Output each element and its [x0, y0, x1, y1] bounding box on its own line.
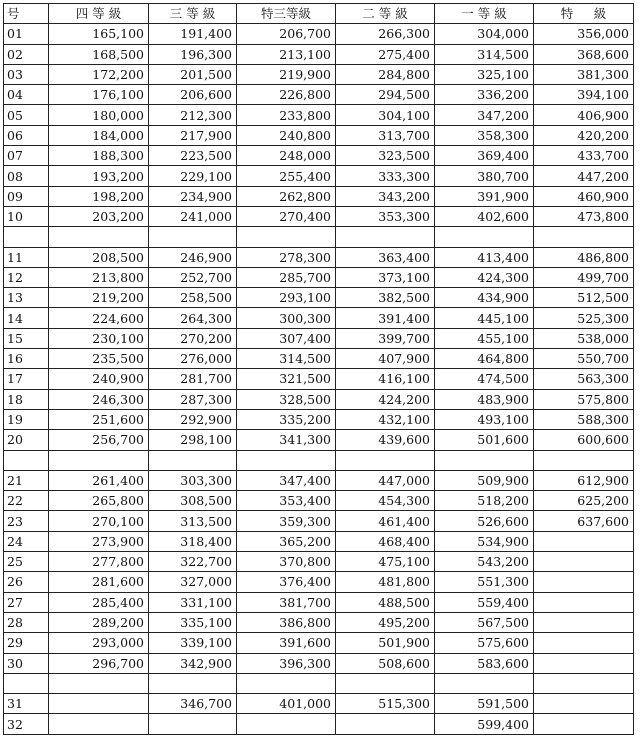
salary-cell: 265,800 — [49, 491, 149, 511]
empty-cell — [237, 450, 336, 470]
salary-table-container — [3, 3, 634, 735]
table-row — [4, 592, 634, 612]
salary-cell: 460,900 — [534, 186, 634, 206]
table-row — [4, 552, 634, 572]
salary-cell — [237, 714, 336, 734]
salary-cell: 168,500 — [49, 44, 149, 64]
salary-cell: 248,000 — [237, 146, 336, 166]
salary-cell: 240,800 — [237, 125, 336, 145]
empty-cell — [149, 450, 237, 470]
empty-cell — [49, 450, 149, 470]
salary-cell: 391,600 — [237, 633, 336, 653]
salary-cell: 325,100 — [435, 64, 534, 84]
salary-cell: 468,400 — [336, 531, 435, 551]
salary-cell: 318,400 — [149, 531, 237, 551]
salary-cell: 356,000 — [534, 24, 634, 44]
salary-cell: 313,700 — [336, 125, 435, 145]
row-number: 06 — [4, 125, 49, 145]
table-row — [4, 349, 634, 369]
salary-table — [3, 3, 634, 735]
salary-cell: 406,900 — [534, 105, 634, 125]
salary-cell: 293,000 — [49, 633, 149, 653]
salary-cell: 323,500 — [336, 146, 435, 166]
salary-cell: 373,100 — [336, 267, 435, 287]
empty-cell — [4, 673, 49, 693]
row-number: 31 — [4, 694, 49, 714]
table-row — [4, 714, 634, 734]
salary-cell: 376,400 — [237, 572, 336, 592]
salary-cell: 486,800 — [534, 247, 634, 267]
salary-cell: 293,100 — [237, 288, 336, 308]
salary-cell: 369,400 — [435, 146, 534, 166]
salary-cell: 303,300 — [149, 470, 237, 490]
row-number: 23 — [4, 511, 49, 531]
salary-cell: 473,800 — [534, 206, 634, 226]
table-row — [4, 186, 634, 206]
salary-cell: 313,500 — [149, 511, 237, 531]
salary-cell: 382,500 — [336, 288, 435, 308]
row-number: 04 — [4, 85, 49, 105]
salary-cell: 219,900 — [237, 64, 336, 84]
salary-cell: 416,100 — [336, 369, 435, 389]
header-grade-special: 特 級 — [534, 4, 634, 24]
salary-cell: 203,200 — [49, 206, 149, 226]
salary-cell: 322,700 — [149, 552, 237, 572]
salary-cell: 234,900 — [149, 186, 237, 206]
empty-cell — [4, 227, 49, 247]
salary-cell: 432,100 — [336, 409, 435, 429]
salary-cell: 308,500 — [149, 491, 237, 511]
empty-cell — [149, 673, 237, 693]
salary-cell: 447,200 — [534, 166, 634, 186]
salary-cell: 501,600 — [435, 430, 534, 450]
group-separator-row — [4, 673, 634, 693]
table-row — [4, 430, 634, 450]
salary-cell: 300,300 — [237, 308, 336, 328]
salary-cell: 407,900 — [336, 349, 435, 369]
table-row — [4, 328, 634, 348]
row-number: 17 — [4, 369, 49, 389]
salary-cell: 292,900 — [149, 409, 237, 429]
salary-cell: 550,700 — [534, 349, 634, 369]
salary-cell: 343,200 — [336, 186, 435, 206]
salary-cell: 347,200 — [435, 105, 534, 125]
salary-cell: 637,600 — [534, 511, 634, 531]
salary-cell: 445,100 — [435, 308, 534, 328]
salary-cell: 281,600 — [49, 572, 149, 592]
salary-cell: 281,700 — [149, 369, 237, 389]
salary-cell: 294,500 — [336, 85, 435, 105]
salary-cell: 276,000 — [149, 349, 237, 369]
salary-cell: 526,600 — [435, 511, 534, 531]
salary-cell: 328,500 — [237, 389, 336, 409]
salary-cell: 600,600 — [534, 430, 634, 450]
salary-cell: 481,800 — [336, 572, 435, 592]
salary-cell: 285,400 — [49, 592, 149, 612]
empty-cell — [49, 673, 149, 693]
table-row — [4, 247, 634, 267]
salary-cell: 206,700 — [237, 24, 336, 44]
row-number: 09 — [4, 186, 49, 206]
salary-cell: 277,800 — [49, 552, 149, 572]
table-row — [4, 389, 634, 409]
table-row — [4, 470, 634, 490]
salary-cell: 341,300 — [237, 430, 336, 450]
row-number: 25 — [4, 552, 49, 572]
row-number: 08 — [4, 166, 49, 186]
salary-cell — [534, 552, 634, 572]
salary-cell: 396,300 — [237, 653, 336, 673]
salary-cell: 196,300 — [149, 44, 237, 64]
salary-cell: 331,100 — [149, 592, 237, 612]
salary-cell — [49, 694, 149, 714]
salary-cell: 402,600 — [435, 206, 534, 226]
salary-cell: 335,200 — [237, 409, 336, 429]
salary-cell — [534, 633, 634, 653]
salary-cell: 206,600 — [149, 85, 237, 105]
table-row — [4, 612, 634, 632]
salary-cell: 447,000 — [336, 470, 435, 490]
salary-cell: 381,300 — [534, 64, 634, 84]
table-row — [4, 572, 634, 592]
row-number: 03 — [4, 64, 49, 84]
row-number: 32 — [4, 714, 49, 734]
salary-cell: 304,100 — [336, 105, 435, 125]
salary-cell: 252,700 — [149, 267, 237, 287]
salary-cell: 287,300 — [149, 389, 237, 409]
salary-cell: 508,600 — [336, 653, 435, 673]
salary-cell: 241,000 — [149, 206, 237, 226]
salary-cell: 380,700 — [435, 166, 534, 186]
table-row — [4, 491, 634, 511]
salary-cell: 434,900 — [435, 288, 534, 308]
salary-cell: 353,400 — [237, 491, 336, 511]
salary-cell: 363,400 — [336, 247, 435, 267]
row-number: 27 — [4, 592, 49, 612]
salary-cell: 261,400 — [49, 470, 149, 490]
salary-cell: 512,500 — [534, 288, 634, 308]
salary-cell: 229,100 — [149, 166, 237, 186]
salary-cell: 298,100 — [149, 430, 237, 450]
salary-cell: 353,300 — [336, 206, 435, 226]
salary-cell: 625,200 — [534, 491, 634, 511]
salary-cell: 424,200 — [336, 389, 435, 409]
table-row — [4, 146, 634, 166]
salary-cell: 285,700 — [237, 267, 336, 287]
salary-cell — [149, 714, 237, 734]
salary-cell: 575,800 — [534, 389, 634, 409]
salary-cell: 219,200 — [49, 288, 149, 308]
salary-cell: 198,200 — [49, 186, 149, 206]
salary-cell: 224,600 — [49, 308, 149, 328]
salary-cell — [49, 714, 149, 734]
table-body — [4, 24, 634, 734]
salary-cell: 394,100 — [534, 85, 634, 105]
table-row — [4, 24, 634, 44]
salary-cell: 495,200 — [336, 612, 435, 632]
row-number: 11 — [4, 247, 49, 267]
salary-cell — [534, 694, 634, 714]
salary-cell: 359,300 — [237, 511, 336, 531]
row-number: 16 — [4, 349, 49, 369]
empty-cell — [237, 673, 336, 693]
row-number: 26 — [4, 572, 49, 592]
empty-cell — [534, 450, 634, 470]
table-row — [4, 105, 634, 125]
empty-cell — [534, 227, 634, 247]
row-number: 21 — [4, 470, 49, 490]
salary-cell: 246,300 — [49, 389, 149, 409]
salary-cell: 273,900 — [49, 531, 149, 551]
salary-cell: 246,900 — [149, 247, 237, 267]
table-row — [4, 308, 634, 328]
row-number: 14 — [4, 308, 49, 328]
salary-cell: 256,700 — [49, 430, 149, 450]
salary-cell: 534,900 — [435, 531, 534, 551]
salary-cell: 474,500 — [435, 369, 534, 389]
salary-cell — [534, 531, 634, 551]
row-number: 15 — [4, 328, 49, 348]
table-row — [4, 633, 634, 653]
salary-cell: 575,600 — [435, 633, 534, 653]
salary-cell: 289,200 — [49, 612, 149, 632]
salary-cell: 346,700 — [149, 694, 237, 714]
row-number: 10 — [4, 206, 49, 226]
salary-cell: 401,000 — [237, 694, 336, 714]
salary-cell: 180,000 — [49, 105, 149, 125]
salary-cell: 176,100 — [49, 85, 149, 105]
row-number: 12 — [4, 267, 49, 287]
row-number: 29 — [4, 633, 49, 653]
salary-cell — [336, 714, 435, 734]
salary-cell: 347,400 — [237, 470, 336, 490]
salary-cell: 217,900 — [149, 125, 237, 145]
table-row — [4, 44, 634, 64]
empty-cell — [435, 673, 534, 693]
salary-cell: 420,200 — [534, 125, 634, 145]
table-row — [4, 511, 634, 531]
salary-cell: 251,600 — [49, 409, 149, 429]
salary-cell: 454,300 — [336, 491, 435, 511]
table-row — [4, 267, 634, 287]
salary-cell: 391,900 — [435, 186, 534, 206]
empty-cell — [336, 450, 435, 470]
empty-cell — [435, 450, 534, 470]
header-grade-4: 四 等 級 — [49, 4, 149, 24]
salary-cell: 278,300 — [237, 247, 336, 267]
salary-cell: 591,500 — [435, 694, 534, 714]
salary-cell: 488,500 — [336, 592, 435, 612]
salary-cell: 235,500 — [49, 349, 149, 369]
empty-cell — [4, 450, 49, 470]
empty-cell — [237, 227, 336, 247]
empty-cell — [149, 227, 237, 247]
salary-cell: 413,400 — [435, 247, 534, 267]
row-number: 22 — [4, 491, 49, 511]
salary-cell: 314,500 — [237, 349, 336, 369]
salary-cell: 230,100 — [49, 328, 149, 348]
row-number: 05 — [4, 105, 49, 125]
table-row — [4, 531, 634, 551]
salary-cell: 264,300 — [149, 308, 237, 328]
salary-cell: 499,700 — [534, 267, 634, 287]
table-row — [4, 288, 634, 308]
salary-cell: 336,200 — [435, 85, 534, 105]
salary-cell: 525,300 — [534, 308, 634, 328]
table-row — [4, 166, 634, 186]
salary-cell: 515,300 — [336, 694, 435, 714]
salary-cell: 321,500 — [237, 369, 336, 389]
salary-cell — [534, 653, 634, 673]
salary-cell — [534, 612, 634, 632]
salary-cell: 342,900 — [149, 653, 237, 673]
salary-cell: 433,700 — [534, 146, 634, 166]
salary-cell: 339,100 — [149, 633, 237, 653]
salary-cell: 275,400 — [336, 44, 435, 64]
salary-cell: 213,800 — [49, 267, 149, 287]
salary-cell — [534, 714, 634, 734]
header-grade-2: 二 等 級 — [336, 4, 435, 24]
salary-cell: 193,200 — [49, 166, 149, 186]
empty-cell — [336, 227, 435, 247]
salary-cell: 563,300 — [534, 369, 634, 389]
salary-cell: 284,800 — [336, 64, 435, 84]
salary-cell: 370,800 — [237, 552, 336, 572]
table-header-row — [4, 4, 634, 24]
salary-cell: 226,800 — [237, 85, 336, 105]
header-grade-3: 三 等 級 — [149, 4, 237, 24]
salary-cell: 475,100 — [336, 552, 435, 572]
salary-cell: 439,600 — [336, 430, 435, 450]
salary-cell: 493,100 — [435, 409, 534, 429]
row-number: 19 — [4, 409, 49, 429]
salary-cell: 543,200 — [435, 552, 534, 572]
salary-cell: 208,500 — [49, 247, 149, 267]
header-number: 号 — [4, 4, 49, 24]
empty-cell — [435, 227, 534, 247]
table-row — [4, 206, 634, 226]
salary-cell: 266,300 — [336, 24, 435, 44]
salary-cell: 270,100 — [49, 511, 149, 531]
salary-cell — [534, 572, 634, 592]
table-row — [4, 694, 634, 714]
salary-cell: 358,300 — [435, 125, 534, 145]
salary-cell: 165,100 — [49, 24, 149, 44]
salary-cell: 327,000 — [149, 572, 237, 592]
header-grade-1: 一 等 級 — [435, 4, 534, 24]
salary-cell: 583,600 — [435, 653, 534, 673]
row-number: 13 — [4, 288, 49, 308]
salary-cell: 483,900 — [435, 389, 534, 409]
salary-cell: 612,900 — [534, 470, 634, 490]
salary-cell: 551,300 — [435, 572, 534, 592]
salary-cell: 188,300 — [49, 146, 149, 166]
salary-cell: 518,200 — [435, 491, 534, 511]
salary-cell: 464,800 — [435, 349, 534, 369]
salary-cell: 304,000 — [435, 24, 534, 44]
table-row — [4, 409, 634, 429]
empty-cell — [336, 673, 435, 693]
salary-cell: 599,400 — [435, 714, 534, 734]
table-row — [4, 85, 634, 105]
group-separator-row — [4, 227, 634, 247]
row-number: 28 — [4, 612, 49, 632]
salary-cell: 270,200 — [149, 328, 237, 348]
row-number: 30 — [4, 653, 49, 673]
salary-cell: 391,400 — [336, 308, 435, 328]
row-number: 20 — [4, 430, 49, 450]
table-row — [4, 64, 634, 84]
salary-cell: 559,400 — [435, 592, 534, 612]
row-number: 07 — [4, 146, 49, 166]
salary-cell: 501,900 — [336, 633, 435, 653]
salary-cell: 262,800 — [237, 186, 336, 206]
salary-cell: 461,400 — [336, 511, 435, 531]
table-row — [4, 125, 634, 145]
salary-cell: 255,400 — [237, 166, 336, 186]
group-separator-row — [4, 450, 634, 470]
salary-cell: 201,500 — [149, 64, 237, 84]
salary-cell: 296,700 — [49, 653, 149, 673]
salary-cell: 509,900 — [435, 470, 534, 490]
salary-cell: 381,700 — [237, 592, 336, 612]
salary-cell: 335,100 — [149, 612, 237, 632]
salary-cell: 240,900 — [49, 369, 149, 389]
salary-cell: 399,700 — [336, 328, 435, 348]
empty-cell — [534, 673, 634, 693]
salary-cell: 184,000 — [49, 125, 149, 145]
row-number: 02 — [4, 44, 49, 64]
salary-cell: 270,400 — [237, 206, 336, 226]
salary-cell: 233,800 — [237, 105, 336, 125]
salary-cell: 307,400 — [237, 328, 336, 348]
salary-cell: 368,600 — [534, 44, 634, 64]
salary-cell: 212,300 — [149, 105, 237, 125]
row-number: 24 — [4, 531, 49, 551]
table-row — [4, 369, 634, 389]
salary-cell — [534, 592, 634, 612]
row-number: 01 — [4, 24, 49, 44]
salary-cell: 314,500 — [435, 44, 534, 64]
salary-cell: 424,300 — [435, 267, 534, 287]
salary-cell: 567,500 — [435, 612, 534, 632]
salary-cell: 172,200 — [49, 64, 149, 84]
salary-cell: 213,100 — [237, 44, 336, 64]
salary-cell: 258,500 — [149, 288, 237, 308]
table-row — [4, 653, 634, 673]
salary-cell: 538,000 — [534, 328, 634, 348]
salary-cell: 333,300 — [336, 166, 435, 186]
salary-cell: 386,800 — [237, 612, 336, 632]
salary-cell: 455,100 — [435, 328, 534, 348]
salary-cell: 223,500 — [149, 146, 237, 166]
salary-cell: 365,200 — [237, 531, 336, 551]
header-grade-special-3: 特三等級 — [237, 4, 336, 24]
salary-cell: 191,400 — [149, 24, 237, 44]
empty-cell — [49, 227, 149, 247]
row-number: 18 — [4, 389, 49, 409]
salary-cell: 588,300 — [534, 409, 634, 429]
